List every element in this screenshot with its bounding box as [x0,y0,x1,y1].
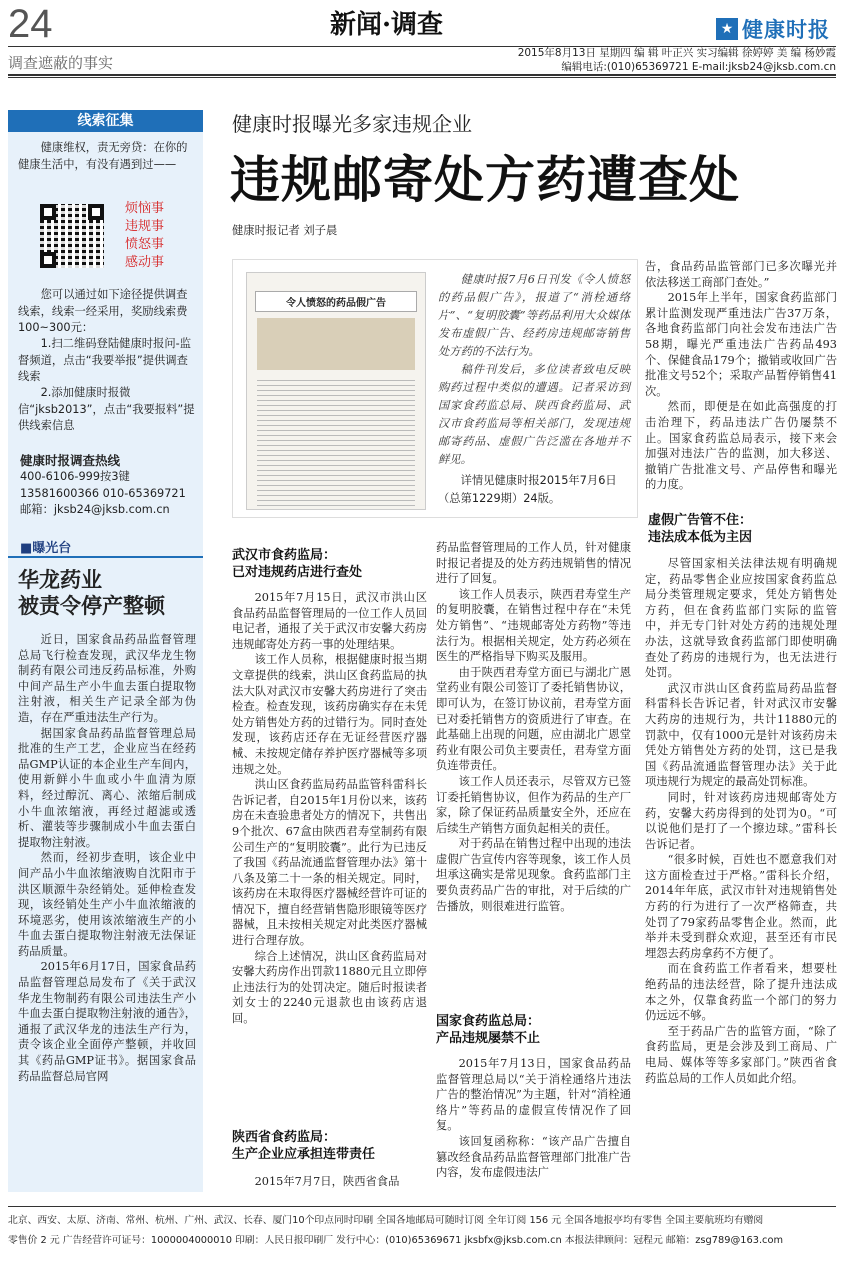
way-qr: 1.扫二维码登陆健康时报问-监督频道，点击“我要举报”提供调查线索 [18,337,192,383]
thumbnail-photo [257,318,415,370]
paragraph: 武汉市洪山区食药监局药品监督科雷科长告诉记者，针对武汉市安馨大药房的违规行为，共计11880元的罚款中，仅有1000元是针对该药房未凭处方销售处方药的处罚，这已是我国《药品流通监督管理办法》关于此项违规行为规定的最高处罚标准。 [645,681,837,789]
column-2-body [436,540,631,914]
paragraph: 据国家食品药品监督管理总局批准的生产工艺，企业应当在经药品GMP认证的本企业生产车间内，使用新鲜小牛血或小牛血清为原料，经过醇沉、离心、浓缩后制成小牛血浓缩液，再经过超滤或透析、灌装等步骤制成小牛血去蛋白提取物注射液。 [18,726,196,849]
box-detail: 详情见健康时报2015年7月6日（总第1229期）24版。 [438,474,617,505]
hotline-email[interactable]: 邮箱：jksb24@jksb.com.cn [20,503,170,516]
column-1-body [232,590,427,1027]
header-rule-thick [8,74,836,76]
column-3-body [645,259,837,493]
article-headline: 违规邮寄处方药遭查处 [230,150,740,209]
paragraph: 该工作人员称，根据健康时报当期文章提供的线索，洪山区食药监局的执法大队对武汉市安馨大药房进行了突击检查。检查发现，该药房确实存在未凭处方销售处方药的过错行为。同时查处发现，该药店还存在无证经营医疗器械、未按规定储存养护医疗器械等多项违规之处。 [232,653,427,776]
footer-rule [8,1206,836,1207]
subhead-wuhan [232,547,427,581]
paragraph: 稿件刊发后，多位读者致电反映购药过程中类似的遭遇。记者采访到国家食药监总局、陕西食药监局、武汉市食药监局等相关部门，发现违规邮寄药品、虚假广告泛滥在各地并不鲜见。 [438,363,630,466]
subhead-line: 陕西省食药监局： [232,1130,337,1145]
thumbnail-text-lines [257,376,415,506]
paragraph: 而在食药监工作者看来，想要杜绝药品的违法经营，除了提升违法成本之外，仅靠食药监一个部门的努力仍远远不够。 [645,962,837,1023]
subhead-line: 违法成本低为主因 [648,530,753,545]
hotline-title: 健康时报调查热线 [20,453,121,468]
paragraph: 2015年7月15日，武汉市洪山区食品药品监督管理局的一位工作人员回电记者，通报了关于武汉市安馨大药房违规邮寄处方药一事的处理结果。 [232,591,427,651]
tag-item: 感动事 [125,255,165,270]
paragraph: 尽管国家相关法律法规有明确规定，药品零售企业应按国家食药监总局分类管理规定要求，凭处方销售处方药，但在食药监部门实际的监管中，并无专门针对处方药的违规处理办法，这就导致食药监部门即使明确查处了药房的违规行为，也无法进行处罚。 [645,557,837,680]
hotline-phone[interactable]: 13581600366 010-65369721 [20,486,186,500]
paragraph: 然而，即便是在如此高强度的打击治理下，药品违法广告仍屡禁不止。国家食药监总局表示，接下来会加强对违法广告的监测，加大移送、撤销广告批准文号、产品停售和曝光的力度。 [645,400,837,492]
page-number: 24 [8,2,53,46]
header-rule-thin [8,77,836,78]
footer-print-info: 北京、西安、太原、济南、常州、杭州、广州、武汉、长春、厦门10个印点同时印刷 全国各地邮局可随时订阅 全年订阅 156 元 全国各地报亭均有零售 全国主要航班均有赠阅 [8,1215,764,1226]
paragraph: 至于药品广告的监管方面，“除了食药监局，更是会涉及到工商局、广电局、媒体等等多家部门。”陕西省食药监总局的工作人员如此介绍。 [645,1024,837,1085]
paragraph: 由于陕西君寿堂方面已与湖北广恩堂药业有限公司签订了委托销售协议，即可认为，在签订协议前，君寿堂方面已对委托销售方的资质进行了审查。在此基础上出现的问题，应由湖北广恩堂药业有限公司负主要责任，君寿堂方面负连带责任。 [436,665,631,773]
paragraph: “很多时候，百姓也不愿意我们对这方面检查过于严格。”雷科长介绍，2014年年底，武汉市针对违规销售处方药的行为进行了一次严格筛查，共处罚了79家药品零售企业。然而，此举并未受到群众欢迎，甚至还有市民埋怨去药房拿药不方便了。 [645,853,837,960]
exposure-body [18,632,196,1084]
paragraph: 综合上述情况，洪山区食药监局对安馨大药房作出罚款11880元且立即停止违法行为的处罚决定。随后时报读者刘女士的2240元退款也由该药店退回。 [232,949,427,1026]
sidebar-title: 线索征集 [8,110,203,132]
paragraph: 对于药品在销售过程中出现的违法虚假广告宣传内容等现象，该工作人员坦承这确实是常见现象。食药监部门主要负责药品广告的审批，对于后续的广告播放，则很难进行监管。 [436,837,631,913]
exposure-label: ■曝光台 [20,541,72,556]
subhead-line: 国家食药监总局： [436,1014,541,1029]
qr-corner-icon [88,204,104,220]
paragraph: 2015年上半年，国家食药监部门累计监测发现严重违法广告37万条，各地食药监部门向社会发布违法广告58期，曝光严重违法广告药品493个、保健食品179个；撤销或收回广告批准文号52个；采取产品暂停销售41次。 [645,291,837,398]
thumbnail-title: 令人愤怒的药品假广告 [255,291,417,312]
exposure-rule [8,556,203,558]
hotline-phone[interactable]: 400-6106-999按3键 [20,470,130,483]
paragraph: 该工作人员还表示，尽管双方已签订委托销售协议，但作为药品的生产厂家，除了保证药品质量安全外，还应在后续生产销售方面负起相关的责任。 [436,774,631,835]
paragraph: 2015年6月17日，国家食品药品监督管理总局发布了《关于武汉华龙生物制药有限公司违法生产小牛血去蛋白提取物注射液的通告》，通报了武汉华龙的违法生产行为，责令该企业全面停产整顿，并收回其《药品GMP证书》。据国家食品药品监督总局官网 [18,960,196,1083]
logo-text: 健康时报 [742,18,830,42]
exposure-headline [18,567,198,619]
tag-list [125,200,164,272]
exposure-headline-line: 被责令停产整顿 [18,593,165,618]
exposure-headline-line: 华龙药业 [18,567,102,592]
paragraph: 告，食品药品监管部门已多次曝光并依法移送工商部门查处。” [645,260,837,289]
paragraph: 该工作人员表示，陕西君寿堂生产的复明胶囊，在销售过程中存在“未凭处方销售”、“违规邮寄处方药物”等违法行为。根据相关规定，处方药必须在医生的严格指导下购买及服用。 [436,587,631,664]
footer-publisher-info: 零售价 2 元 广告经营许可证号：1000004000010 印刷：人民日报印刷厂 发行中心：(010)65369671 jksbfx@jksb.com.cn 本报法律顾问：冠程元 邮箱：zsg789@163.com [8,1235,783,1246]
column-1-tail: 2015年7月7日，陕西省食品 [254,1175,400,1188]
article-byline: 健康时报记者 刘子晨 [232,224,338,237]
paragraph: 2015年7月13日，国家食品药品监督管理总局以“关于消栓通络片违法广告的整治情况”为主题，针对“消栓通络片”等药品的虚假宣传情况作了回复。 [436,1057,631,1133]
paragraph: 洪山区食药监局药品监管科雷科长告诉记者，自2015年1月份以来，该药房在未查验患者处方的情况下，共售出9个批次、67盒由陕西君寿堂制药有限公司生产的“复明胶囊”。此行为已违反了我国《药品流通监督管理办法》第十八条及第二十一条的相关规定。同时，该药房在未取得医疗器械经营许可证的情况下，擅自经营销售隐形眼镜等医疗器械，且未按相关规定对此类医疗器械进行合理存放。 [232,778,427,948]
edition-contact: 编辑电话:(010)65369721 E-mail:jksb24@jksb.com.cn [561,61,836,73]
tag-item: 违规事 [125,219,165,234]
tag-item: 愤怒事 [125,237,165,252]
hotline-list [20,469,200,519]
subhead-line: 虚假广告管不住： [648,513,753,528]
paragraph: 该回复函称称：“该产品广告擅自篡改经食品药品监督管理部门批准广告内容，发布虚假违法广 [436,1134,631,1180]
qr-corner-icon [40,252,56,268]
tag-item: 烦恼事 [125,201,165,216]
edition-meta: 2015年8月13日 星期四 编 辑 叶正兴 实习编辑 徐婷婷 美 编 杨妙霞 [517,47,836,59]
section-title: 新闻·调查 [330,10,444,40]
article-kicker: 健康时报曝光多家违规企业 [232,112,472,136]
paragraph: 药品监督管理局的工作人员，针对健康时报记者提及的处方药违规销售的情况进行了回复。 [436,541,631,586]
paragraph: 健康时报7月6日刊发《令人愤怒的药品假广告》，报道了“消栓通络片”、“复明胶囊”等药品利用大众媒体发布虚假广告、经药房违规邮寄销售处方药的不法行为。 [438,273,630,358]
box-text [438,271,630,469]
column-2-body-b [436,1056,631,1181]
way-wechat: 2.添加健康时报微信“jksb2013”，点击“我要报料”提供线索信息 [18,386,195,432]
column-title: 调查遮蔽的事实 [8,54,114,72]
paragraph: 同时，针对该药房违规邮寄处方药，安馨大药房得到的处罚为0。“可以说他们是打了一个擦边球。”雷科长告诉记者。 [645,790,837,851]
subhead-false-ads [648,512,838,546]
paragraph: 近日，国家食品药品监督管理总局飞行检查发现，武汉华龙生物制药有限公司违反药品标准，外购中间产品生产小牛血去蛋白提取物注射液，相关生产记录全部为伪造，存在严重违法生产行为。 [18,633,196,724]
qr-corner-icon [40,204,56,220]
sidebar-intro: 健康维权，责无旁贷：在你的健康生活中，有没有遇到过—— [18,141,188,171]
subhead-nmpa [436,1013,631,1047]
paragraph: 然而，经初步查明，该企业中间产品小牛血浓缩液购自沈阳市于洪区顺源牛杂经销处。延伸检查发现，该经销处生产小牛血浓缩液的环境恶劣，使用该浓缩液生产的小牛血去蛋白提取物注射液无法保证药品质量。 [18,851,196,958]
logo-mark-icon: ★ [716,18,738,40]
reward-text: 您可以通过如下途径提供调查线索，线索一经采用，奖励线索费100~300元： [18,288,188,334]
subhead-line: 已对违规药店进行查处 [232,565,363,580]
logo [716,14,836,44]
subhead-line: 产品违规屡禁不止 [436,1031,541,1046]
subhead-line: 武汉市食药监局： [232,548,337,563]
subhead-shaanxi [232,1129,427,1163]
subhead-line: 生产企业应承担连带责任 [232,1147,376,1162]
clipping-thumbnail [246,272,426,510]
column-3-body-b [645,556,837,1086]
